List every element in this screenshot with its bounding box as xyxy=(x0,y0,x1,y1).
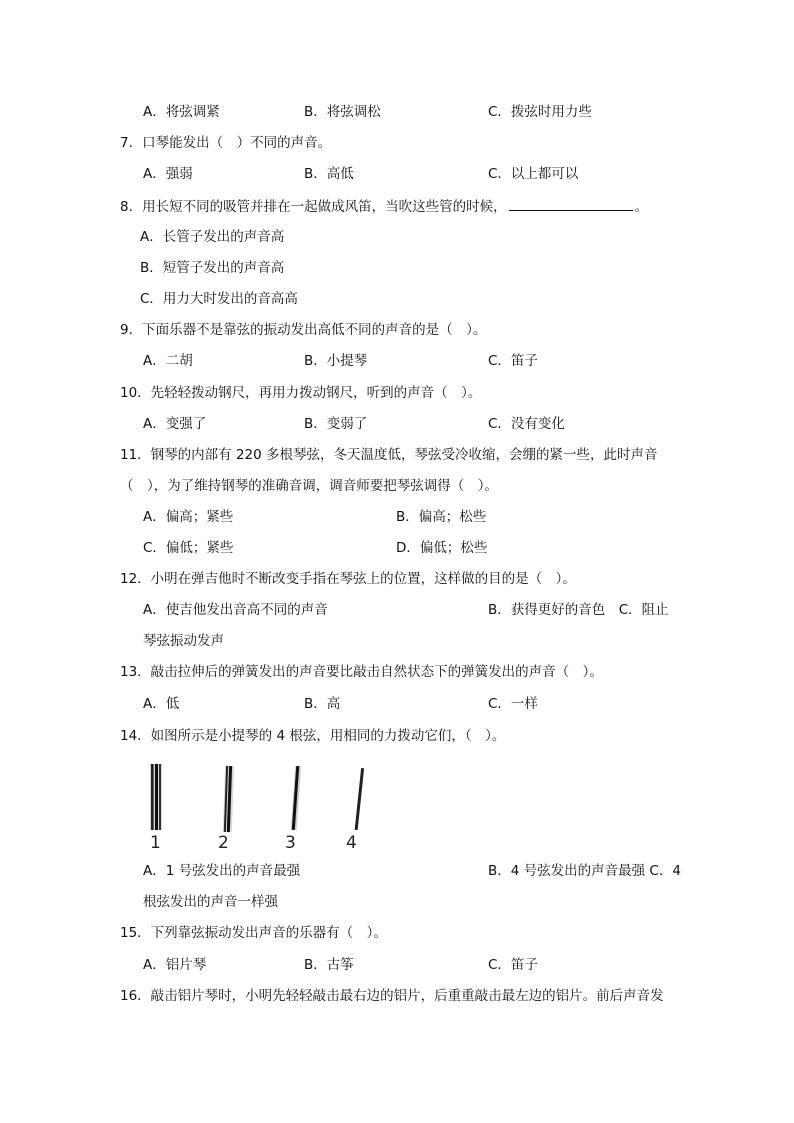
q15-option-a: A．铝片琴 xyxy=(143,957,207,973)
q9-stem: 9．下面乐器不是靠弦的振动发出高低不同的声音的是（ ）。 xyxy=(120,322,487,338)
q9-option-c: C．笛子 xyxy=(488,353,538,369)
q11-option-c: C．偏低；紧些 xyxy=(143,540,234,556)
string-label-2: 2 xyxy=(218,833,229,852)
q16-stem: 16．敲击铝片琴时，小明先轻轻敲击最右边的铝片，后重重敲击最左边的铝片。前后声音发 xyxy=(120,988,664,1004)
q15-option-b: B．古筝 xyxy=(304,957,354,973)
q8-option-a: A．长管子发出的声音高 xyxy=(140,229,285,245)
q8-stem xyxy=(120,196,648,217)
q11-option-d: D．偏低；松些 xyxy=(396,540,488,556)
q14-stem: 14．如图所示是小提琴的 4 根弦，用相同的力拨动它们，（ ）。 xyxy=(120,728,506,744)
q10-option-c: C．没有变化 xyxy=(488,416,565,432)
string-label-1: 1 xyxy=(150,833,161,852)
q14-option-a: A．1 号弦发出的声音最强 xyxy=(143,863,301,879)
string-2 xyxy=(223,766,234,832)
violin-strings-figure xyxy=(140,760,380,852)
q12-option-continuation: 琴弦振动发声 xyxy=(143,633,224,649)
q11-stem-line1: 11．钢琴的内部有 220 多根琴弦，冬天温度低，琴弦受冷收缩，会绷的紧一些，此时声音 xyxy=(120,447,658,463)
q12-stem: 12．小明在弹吉他时不断改变手指在琴弦上的位置，这样做的目的是（ ）。 xyxy=(120,571,576,587)
q7-stem: 7．口琴能发出（ ）不同的声音。 xyxy=(120,135,332,151)
q10-option-b: B．变弱了 xyxy=(304,416,368,432)
q9-option-b: B．小提琴 xyxy=(304,353,368,369)
q14-option-continuation: 根弦发出的声音一样强 xyxy=(143,894,278,910)
q10-stem: 10．先轻轻拨动钢尺，再用力拨动钢尺，听到的声音（ ）。 xyxy=(120,385,482,401)
q8-answer-blank[interactable] xyxy=(509,196,633,211)
q8-stem-end: 。 xyxy=(634,199,649,215)
q13-stem: 13．敲击拉伸后的弹簧发出的声音要比敲击自然状态下的弹簧发出的声音（ ）。 xyxy=(120,664,603,680)
q11-stem-line2: （ ），为了维持钢琴的准确音调，调音师要把琴弦调得（ ）。 xyxy=(120,478,498,494)
string-label-4: 4 xyxy=(346,833,357,852)
q11-option-a: A．偏高；紧些 xyxy=(143,509,234,525)
q10-option-a: A．变强了 xyxy=(143,416,207,432)
q15-option-c: C．笛子 xyxy=(488,957,538,973)
q13-option-b: B．高 xyxy=(304,696,341,712)
q7-option-a: A．强弱 xyxy=(143,166,193,182)
q12-option-bc: B．获得更好的音色 C．阻止 xyxy=(488,602,669,618)
string-3 xyxy=(291,766,301,830)
q14-option-bc: B．4 号弦发出的声音最强 C．4 xyxy=(488,863,681,879)
q6-option-b: B．将弦调松 xyxy=(304,104,381,120)
q8-stem-text: 8．用长短不同的吸管并排在一起做成风笛，当吹这些管的时候， xyxy=(120,199,507,215)
q13-option-a: A．低 xyxy=(143,696,180,712)
q7-option-c: C．以上都可以 xyxy=(488,166,579,182)
q13-option-c: C．一样 xyxy=(488,696,538,712)
q8-option-b: B．短管子发出的声音高 xyxy=(140,260,285,276)
q15-stem: 15．下列靠弦振动发出声音的乐器有（ ）。 xyxy=(120,925,387,941)
q12-option-a: A．使吉他发出音高不同的声音 xyxy=(143,602,328,618)
q6-option-c: C．拨弦时用力些 xyxy=(488,104,592,120)
string-1 xyxy=(150,764,162,830)
string-4 xyxy=(355,768,364,830)
q6-option-a: A．将弦调紧 xyxy=(143,104,220,120)
q11-option-b: B．偏高；松些 xyxy=(396,509,487,525)
q7-option-b: B．高低 xyxy=(304,166,354,182)
string-label-3: 3 xyxy=(285,833,296,852)
q9-option-a: A．二胡 xyxy=(143,353,193,369)
q8-option-c: C．用力大时发出的音高高 xyxy=(140,291,298,307)
